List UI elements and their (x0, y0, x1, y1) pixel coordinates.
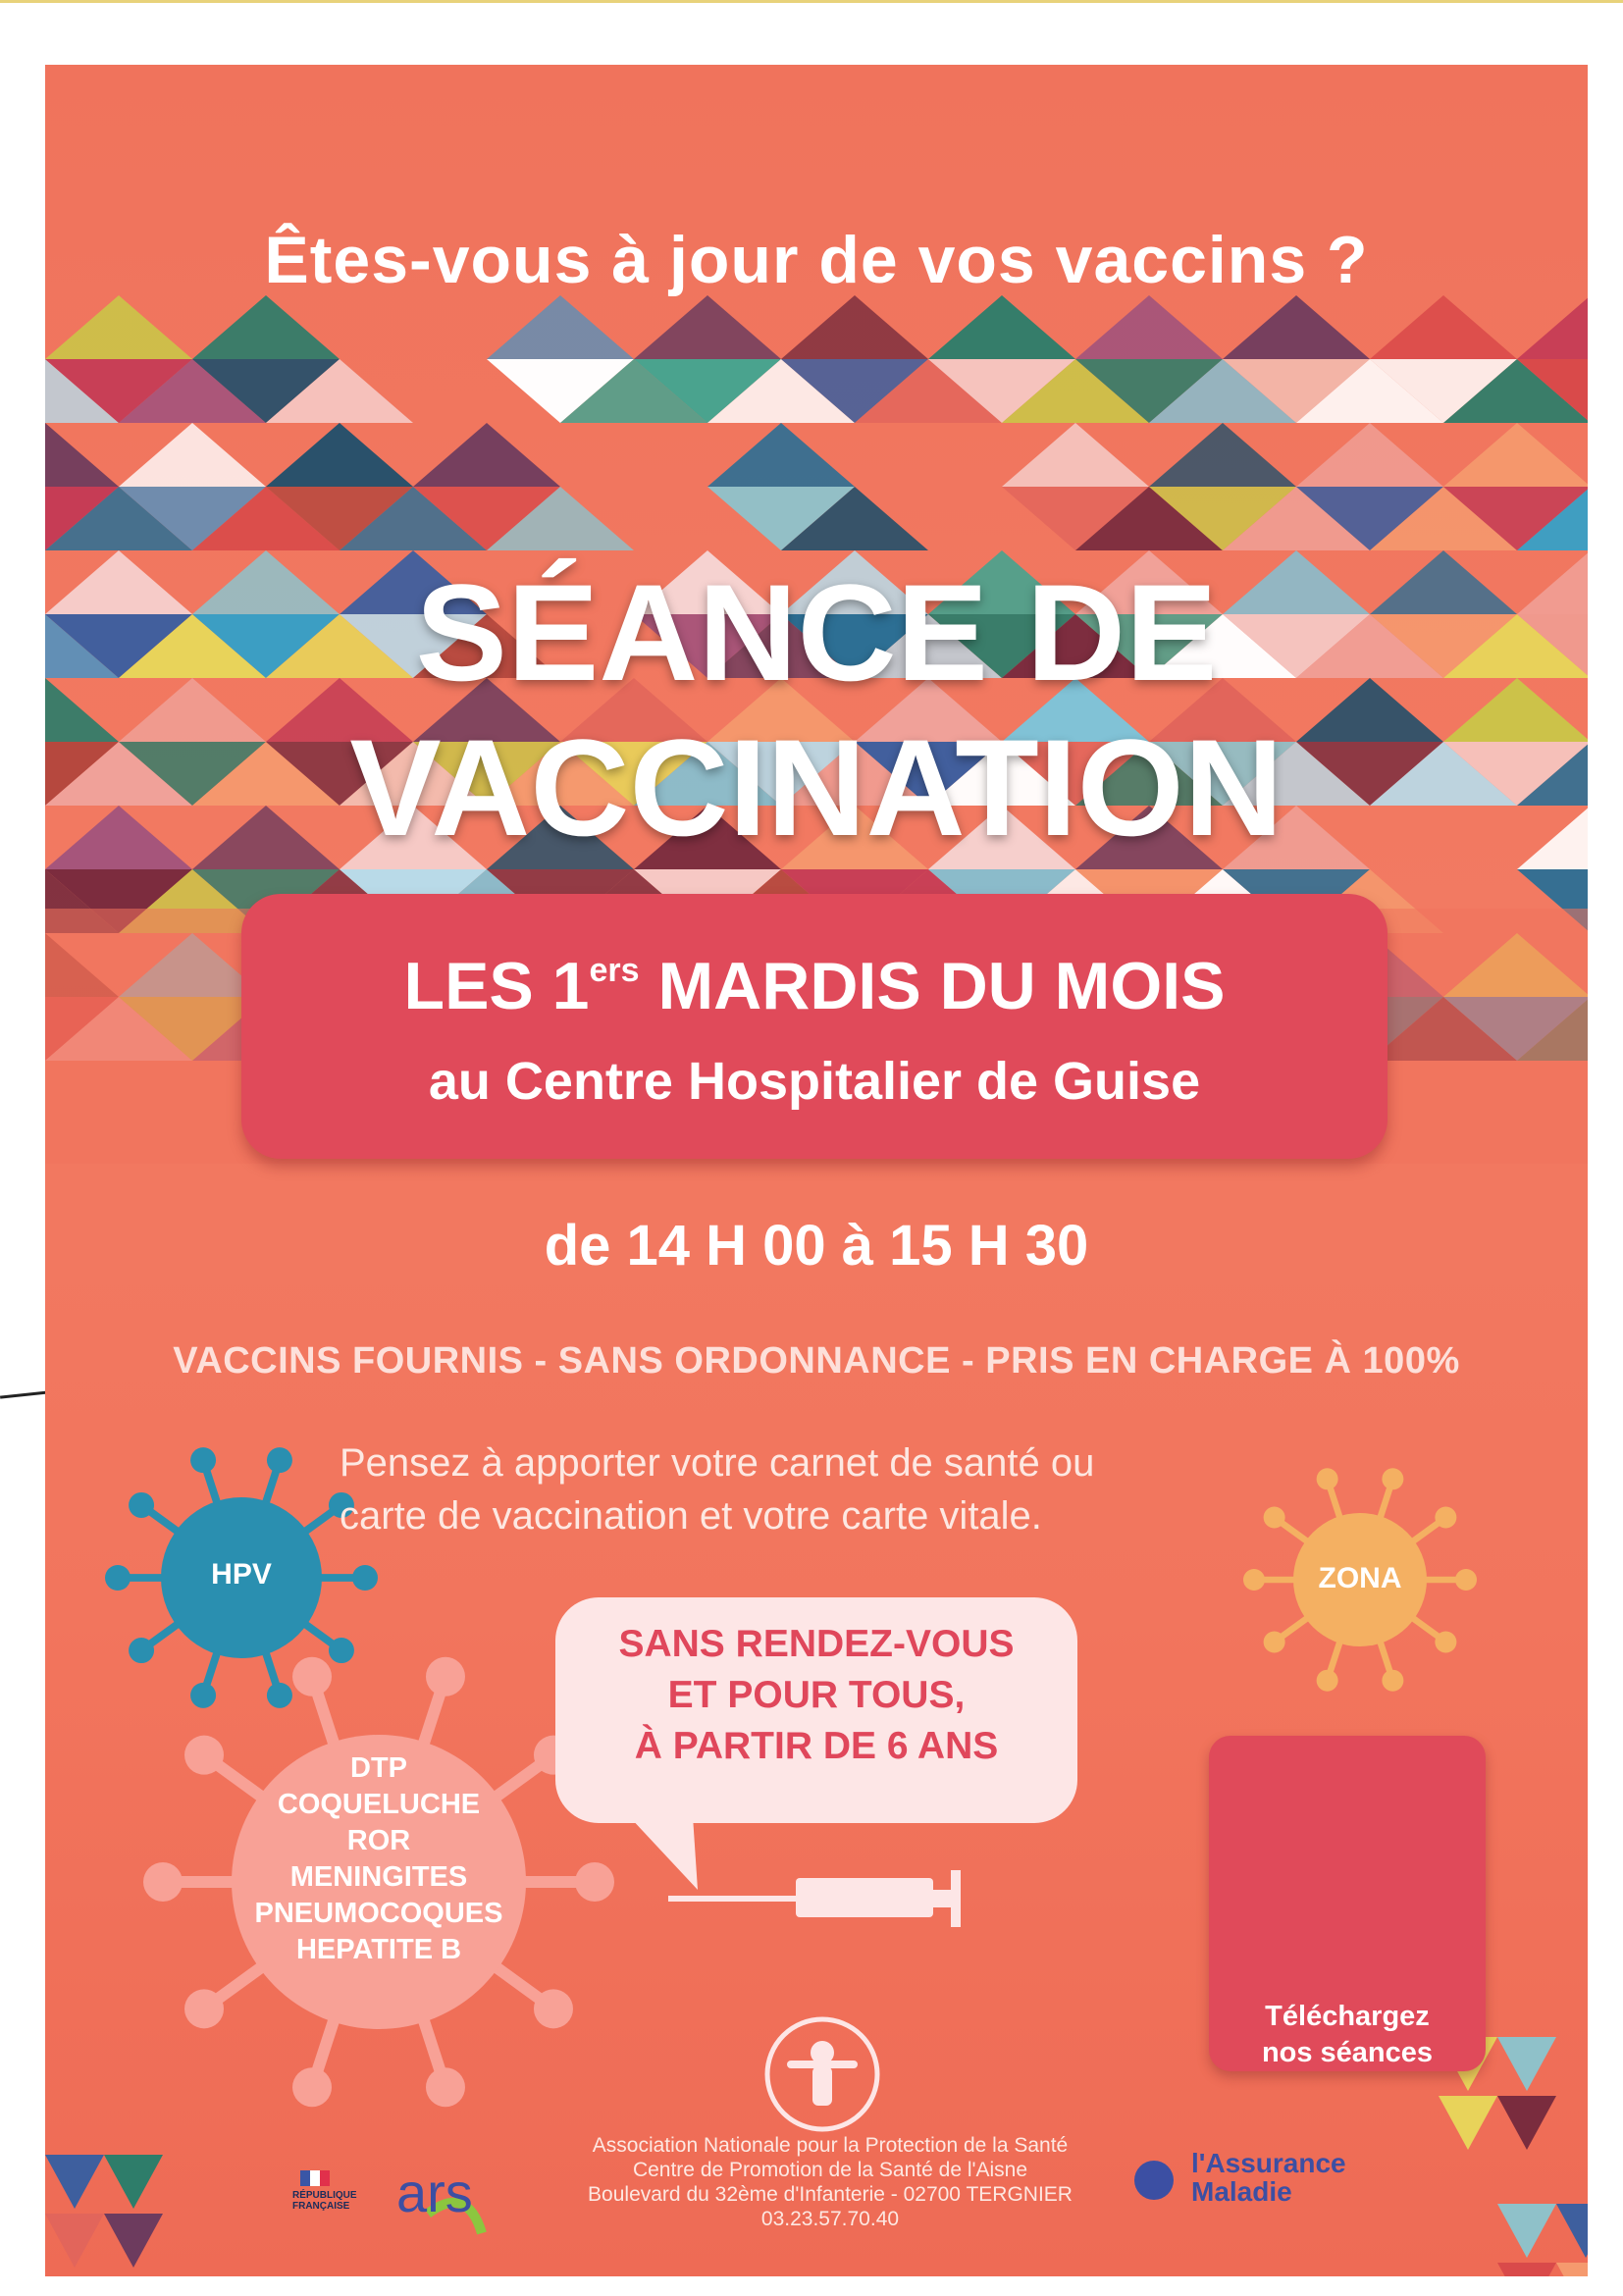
assurance-line-2: Maladie (1191, 2176, 1292, 2207)
banner-prefix: LES 1 (403, 949, 590, 1023)
reminder-text (340, 1436, 1321, 1542)
ars-logo-text: ars (396, 2162, 473, 2223)
republique-line-2: FRANÇAISE (292, 2201, 350, 2212)
republique-line-1: RÉPUBLIQUE (292, 2190, 357, 2201)
reminder-line-1: Pensez à apporter votre carnet de santé ou (340, 1441, 1095, 1485)
qr-caption-line-1: Téléchargez (1265, 2001, 1430, 2032)
qr-caption (1209, 1999, 1486, 2071)
page-title (45, 555, 1588, 865)
bubble-line-3: À PARTIR DE 6 ANS (634, 1725, 999, 1767)
vaccination-poster (45, 65, 1588, 2276)
republique-francaise-logo (300, 2170, 330, 2186)
vaccine-item: MENINGITES (289, 1861, 468, 1893)
association-address: Boulevard du 32ème d'Infanterie - 02700 TERGNIER (588, 2183, 1073, 2206)
association-logo (767, 2019, 877, 2129)
banner-line-2: au Centre Hospitalier de Guise (428, 1052, 1201, 1111)
bubble-line-2: ET POUR TOUS, (667, 1674, 966, 1716)
title-line-2: VACCINATION (349, 710, 1283, 864)
schedule-banner (241, 894, 1387, 1159)
qr-caption-line-2: nos séances (1261, 2037, 1434, 2068)
vaccine-item: ROR (346, 1825, 411, 1856)
vaccine-item: PNEUMOCOQUES (254, 1898, 503, 1929)
association-center: Centre de Promotion de la Santé de l'Aisne (632, 2159, 1028, 2181)
hpv-label: HPV (211, 1558, 272, 1591)
vaccine-item: COQUELUCHE (277, 1789, 481, 1820)
association-info (506, 2133, 1154, 2231)
qr-download-box[interactable] (1209, 1736, 1486, 2071)
scan-top-line (0, 0, 1623, 3)
assurance-line-1: l'Assurance (1191, 2148, 1346, 2178)
republique-francaise-text (292, 2190, 357, 2212)
bubble-line-1: SANS RENDEZ-VOUS (618, 1623, 1015, 1665)
banner-line-1 (241, 948, 1387, 1024)
session-hours: de 14 H 00 à 15 H 30 (544, 1214, 1089, 1278)
zona-label: ZONA (1318, 1562, 1402, 1594)
assurance-maladie-text (1191, 2149, 1346, 2206)
syringe-icon (668, 1870, 961, 1927)
headline: Êtes-vous à jour de vos vaccins ? (264, 223, 1369, 297)
banner-suffix: MARDIS DU MOIS (639, 949, 1226, 1023)
banner-ordinal: ers (589, 952, 640, 989)
scan-edge-mark (0, 1390, 49, 1398)
reminder-line-2: carte de vaccination et votre carte vitale. (340, 1494, 1042, 1538)
vaccine-item: DTP (350, 1752, 407, 1784)
vaccine-list (222, 1750, 536, 1968)
title-line-1: SÉANCE DE (415, 555, 1218, 709)
association-name: Association Nationale pour la Protection de la Santé (592, 2134, 1069, 2157)
speech-bubble-tail (629, 1816, 698, 1890)
speech-bubble (555, 1597, 1077, 1823)
vaccine-item: HEPATITE B (295, 1934, 462, 1965)
features-line: VACCINS FOURNIS - SANS ORDONNANCE - PRIS EN CHARGE À 100% (173, 1340, 1460, 1382)
association-phone: 03.23.57.70.40 (760, 2208, 900, 2230)
